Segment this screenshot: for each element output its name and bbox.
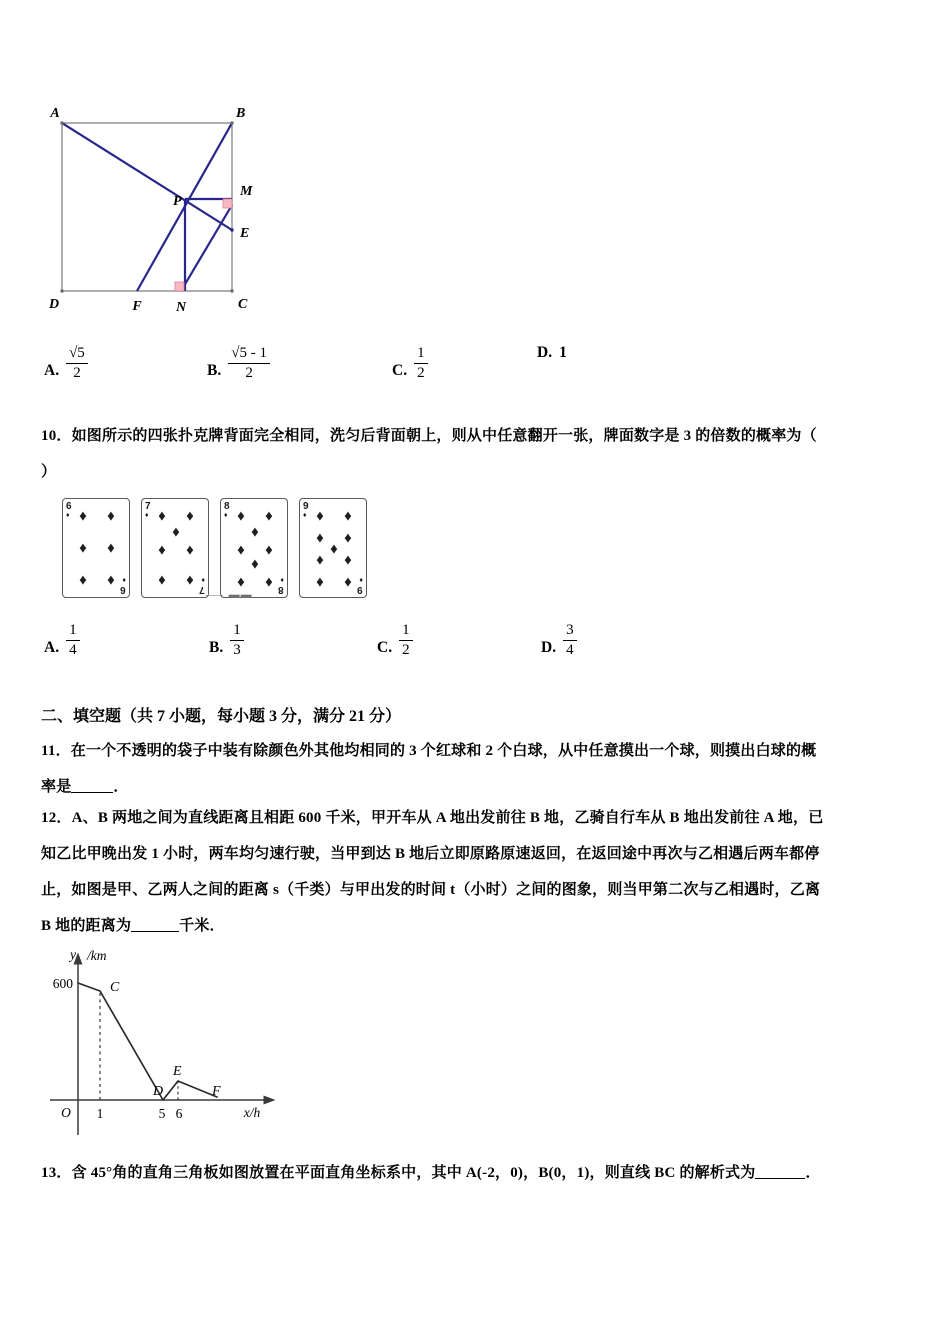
q9-option-a-numerator: √5 bbox=[66, 345, 88, 364]
card-9-rank-bottom: 9 bbox=[357, 584, 363, 595]
label-f: F bbox=[132, 299, 142, 314]
vertex-dot-d bbox=[60, 289, 63, 292]
x-tick-1: 1 bbox=[96, 1106, 104, 1121]
q10-option-d-denominator: 4 bbox=[566, 641, 574, 658]
q10-option-c-denominator: 2 bbox=[402, 641, 410, 658]
q10-option-a[interactable] bbox=[44, 622, 80, 659]
vertex-dot-b bbox=[230, 121, 233, 124]
q9-option-a-fraction bbox=[66, 345, 88, 382]
q10-option-d[interactable] bbox=[541, 622, 577, 659]
q10-number: 10． bbox=[41, 428, 72, 444]
q11-answer-blank[interactable] bbox=[71, 792, 113, 793]
card-6-rank-bottom: 6 bbox=[120, 584, 126, 595]
y-tick-600: 600 bbox=[52, 976, 73, 991]
segment-nm bbox=[181, 205, 232, 291]
q9-option-b-fraction bbox=[228, 345, 270, 382]
playing-card-7[interactable]: 7 ♦ 7 ♦ ♦ ♦ ♦ ♦ ♦ ♦ ♦ bbox=[141, 498, 209, 598]
q9-option-d-letter: D. bbox=[537, 344, 553, 361]
q9-option-c[interactable] bbox=[392, 345, 428, 382]
q9-option-a-letter: A. bbox=[44, 362, 60, 380]
card-6-rank-top: 6 bbox=[66, 501, 72, 512]
right-angle-marker-m bbox=[223, 199, 232, 208]
q10-option-d-fraction bbox=[563, 622, 577, 659]
q11-line2-post: ． bbox=[113, 779, 129, 795]
q10-option-c-letter: C. bbox=[377, 639, 393, 657]
q10-option-a-denominator: 4 bbox=[69, 641, 77, 658]
card-9-suit-bottom-icon: ♦ bbox=[359, 576, 363, 584]
label-d: D bbox=[48, 297, 60, 312]
point-label-d: D bbox=[153, 1084, 164, 1099]
x-axis-label: x/h bbox=[243, 1105, 261, 1120]
q9-option-c-numerator: 1 bbox=[414, 345, 428, 364]
x-tick-5: 5 bbox=[158, 1106, 166, 1121]
playing-card-9[interactable]: 9 ♦ 9 ♦ ♦ ♦ ♦ ♦ ♦ ♦ ♦ ♦ ♦ bbox=[299, 498, 367, 598]
card-8-suit-bottom-icon: ♦ bbox=[280, 576, 284, 584]
question-12-line-4 bbox=[41, 908, 225, 944]
q10-text-line2: ） bbox=[41, 464, 57, 480]
question-12-line-1: 12．A、B 两地之间为直线距离且相距 600 千米，甲开车从 A 地出发前往 B 地，乙骑自行车从 B 地出发前往 A 地，已 bbox=[41, 810, 824, 826]
y-axis-label: y bbox=[70, 947, 76, 962]
right-angle-marker-n bbox=[175, 282, 184, 291]
q10-option-b-numerator: 1 bbox=[230, 622, 244, 641]
q10-option-b-fraction bbox=[230, 622, 244, 659]
vertex-dot-e bbox=[230, 228, 233, 231]
card-8-rank-top: 8 bbox=[224, 501, 230, 512]
card-8-suit-top-icon: ♦ bbox=[224, 511, 228, 519]
playing-card-8[interactable]: 8 ♦ 8 ♦ ♦ ♦ ♦ ♦ ♦ ♦ ♦ ♦ bbox=[220, 498, 288, 598]
playing-cards-group bbox=[62, 498, 367, 598]
question-12-line-3: 止，如图是甲、乙两人之间的距离 s（千类）与甲出发的时间 t（小时）之间的图象，则当甲第二次与乙相遇时，乙离 bbox=[41, 882, 821, 898]
card-7-suit-bottom-icon: ♦ bbox=[201, 576, 205, 584]
q12-answer-blank[interactable] bbox=[131, 931, 179, 932]
question-11-line-1: 11．在一个不透明的袋子中装有除颜色外其他均相同的 3 个红球和 2 个白球，从中任意摸出一个球，则摸出白球的概 bbox=[41, 743, 817, 759]
square-outline bbox=[62, 123, 232, 291]
point-label-f: F bbox=[212, 1084, 221, 1099]
point-label-e: E bbox=[173, 1064, 182, 1079]
origin-label: O bbox=[61, 1105, 71, 1120]
vertex-dot-c bbox=[230, 289, 233, 292]
q10-option-a-fraction bbox=[66, 622, 80, 659]
card-7-suit-top-icon: ♦ bbox=[145, 511, 149, 519]
card-7-rank-bottom: 7 bbox=[199, 584, 205, 595]
card-8-rank-bottom: 8 bbox=[278, 584, 284, 595]
card-6-suit-bottom-icon: ♦ bbox=[122, 576, 126, 584]
q10-option-b-denominator: 3 bbox=[233, 641, 241, 658]
card-7-rank-top: 7 bbox=[145, 501, 151, 512]
q9-option-b-letter: B. bbox=[207, 362, 222, 380]
label-c: C bbox=[238, 297, 248, 312]
q10-text: 如图所示的四张扑克牌背面完全相同，洗匀后背面朝上，则从中任意翻开一张，牌面数字是 3 的倍数的概率为（ bbox=[71, 428, 817, 444]
label-p: P bbox=[173, 194, 182, 209]
y-axis-unit-label: /km bbox=[87, 948, 107, 963]
section-2-heading: 二、填空题（共 7 小题，每小题 3 分，满分 21 分） bbox=[41, 708, 402, 725]
card-9-suit-top-icon: ♦ bbox=[303, 511, 307, 519]
card-9-rank-top: 9 bbox=[303, 501, 309, 512]
q9-option-b-denominator: 2 bbox=[245, 364, 253, 381]
q10-option-a-letter: A. bbox=[44, 639, 60, 657]
q9-option-d-value: 1 bbox=[559, 344, 567, 361]
q9-option-a-denominator: 2 bbox=[73, 364, 81, 381]
question-12-line-2: 知乙比甲晚出发 1 小时，两车均匀速行驶，当甲到达 B 地后立即原路原速返回，在返回途中再次与乙相遇后两车都停 bbox=[41, 846, 820, 862]
q13-text-post: ． bbox=[805, 1165, 821, 1181]
q12-line4-post: 千米． bbox=[179, 918, 225, 934]
q12-line4-pre: B 地的距离为 bbox=[41, 918, 132, 934]
vertex-dot-a bbox=[60, 121, 63, 124]
distance-time-graph-svg bbox=[40, 945, 305, 1150]
q9-option-b[interactable] bbox=[207, 345, 270, 382]
cards-figure-caption: ⸺ ▬▬ bbox=[205, 589, 253, 601]
label-n: N bbox=[175, 300, 187, 315]
label-a: A bbox=[50, 106, 60, 121]
q10-option-b[interactable] bbox=[209, 622, 244, 659]
q10-option-d-letter: D. bbox=[541, 639, 557, 657]
label-b: B bbox=[236, 106, 246, 121]
q10-option-c[interactable] bbox=[377, 622, 413, 659]
q10-option-d-numerator: 3 bbox=[563, 622, 577, 641]
q9-option-c-fraction bbox=[414, 345, 428, 382]
geometry-svg bbox=[40, 95, 320, 320]
distance-time-graph-figure bbox=[40, 945, 305, 1150]
geometry-figure-square-abcd bbox=[40, 95, 320, 320]
card-6-suit-top-icon: ♦ bbox=[66, 511, 70, 519]
q13-answer-blank[interactable] bbox=[755, 1178, 805, 1179]
question-10-number-and-text bbox=[41, 418, 817, 454]
x-tick-6: 6 bbox=[175, 1106, 183, 1121]
q13-text: 13．含 45°角的直角三角板如图放置在平面直角坐标系中，其中 A(-2，0)，B(0，1)，则直线 BC 的解析式为 bbox=[41, 1165, 756, 1181]
playing-card-6[interactable]: 6 ♦ 6 ♦ ♦ ♦ ♦ ♦ ♦ ♦ bbox=[62, 498, 130, 598]
q10-option-b-letter: B. bbox=[209, 639, 224, 657]
q9-option-c-denominator: 2 bbox=[417, 364, 425, 381]
q9-option-b-numerator: √5 - 1 bbox=[228, 345, 270, 364]
label-e: E bbox=[240, 226, 250, 241]
q11-line2-pre: 率是 bbox=[41, 779, 72, 795]
q9-option-d[interactable] bbox=[537, 345, 567, 364]
label-m: M bbox=[240, 184, 253, 199]
q9-option-a[interactable] bbox=[44, 345, 88, 382]
q10-option-a-numerator: 1 bbox=[66, 622, 80, 641]
segment-ae bbox=[62, 123, 232, 230]
point-label-c: C bbox=[110, 980, 120, 995]
q9-option-c-letter: C. bbox=[392, 362, 408, 380]
q10-option-c-numerator: 1 bbox=[399, 622, 413, 641]
distance-series-line bbox=[78, 983, 217, 1100]
q10-option-c-fraction bbox=[399, 622, 413, 659]
question-13 bbox=[41, 1155, 821, 1191]
